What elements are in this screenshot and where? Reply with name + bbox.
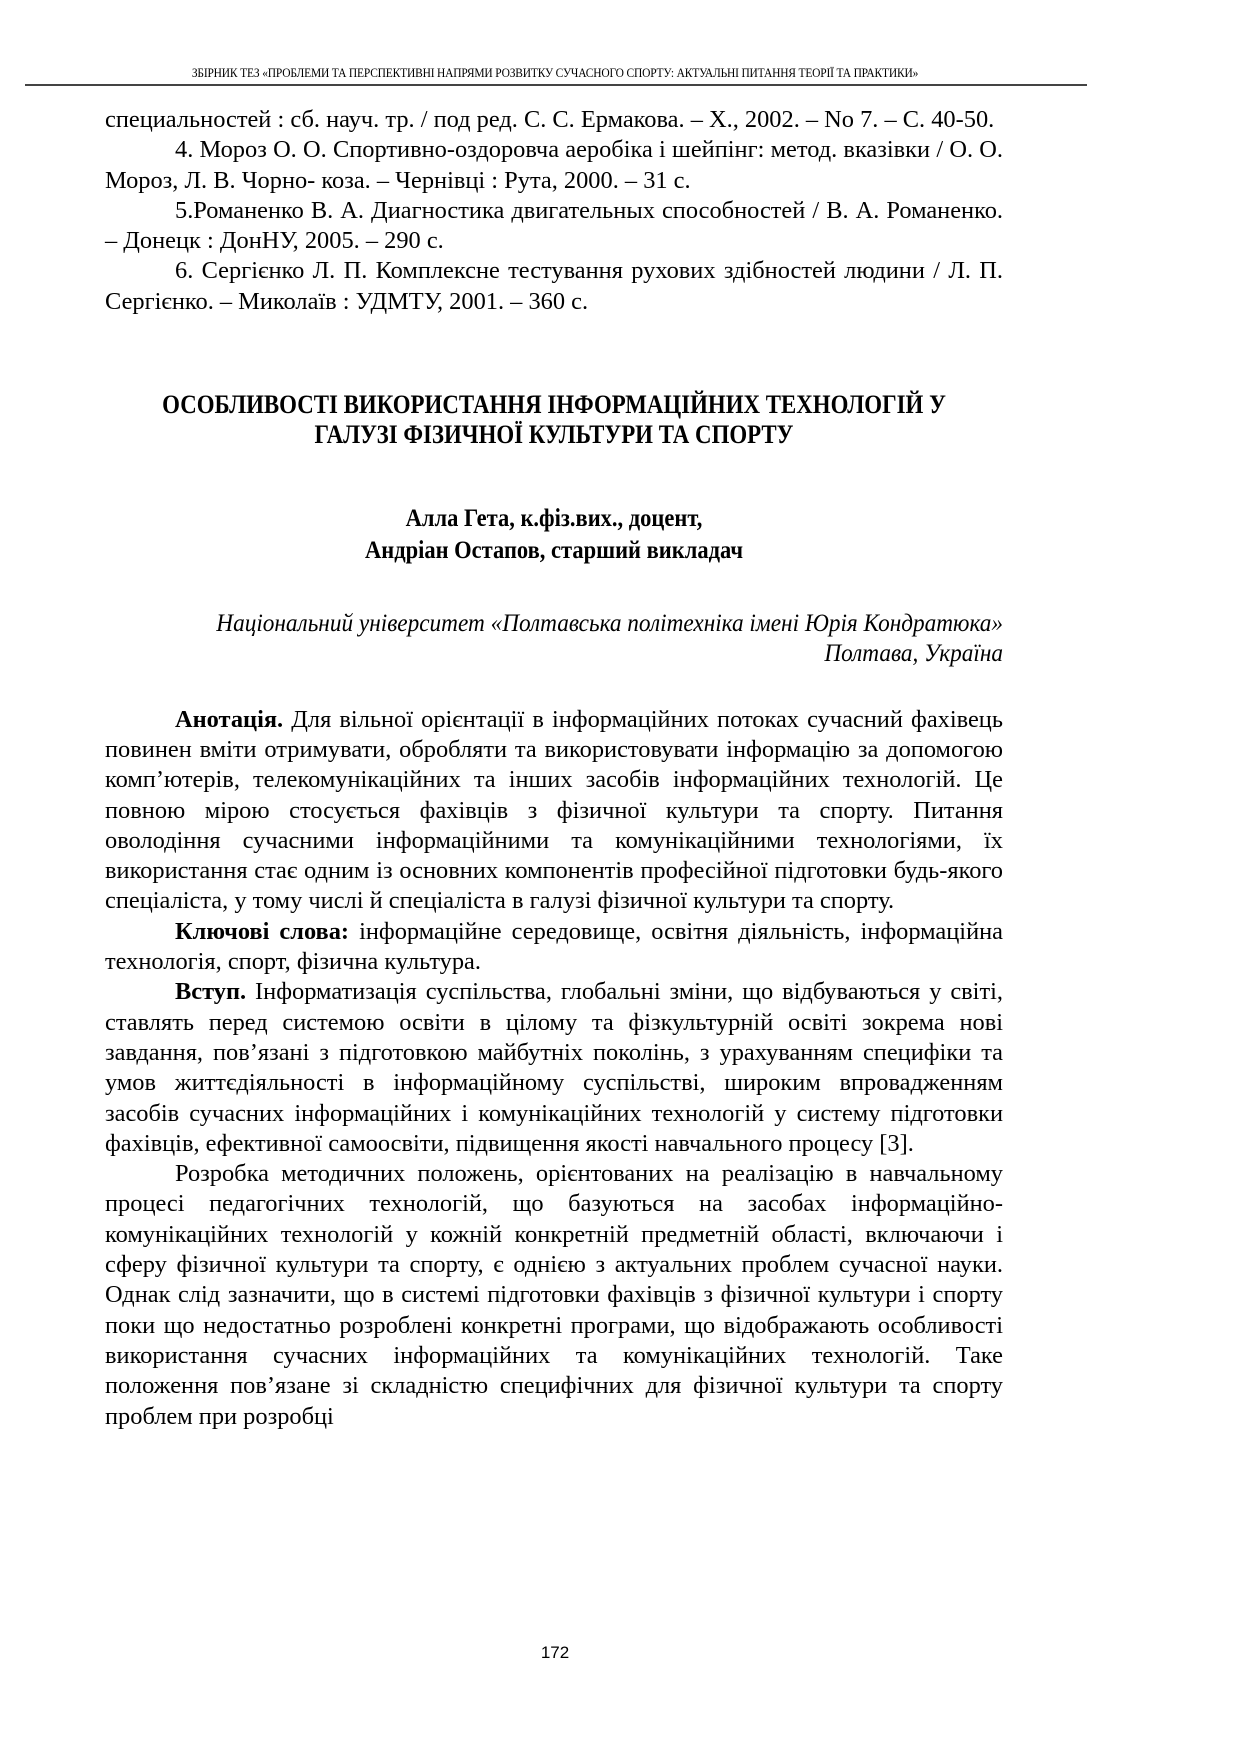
- article-body: [105, 705, 1003, 1432]
- reference-item: 6. Сергієнко Л. П. Комплексне тестування рухових здібностей людини / Л. П. Сергієнко. – Миколаїв : УДМТУ, 2001. – 360 с.: [105, 257, 1003, 315]
- author-line: Андріан Остапов, старший викладач: [364, 536, 744, 564]
- article-title-line: ОСОБЛИВОСТІ ВИКОРИСТАННЯ ІНФОРМАЦІЙНИХ ТЕХНОЛОГІЙ У: [162, 390, 946, 420]
- reference-item: 5.Романенко В. А. Диагностика двигательных способностей / В. А. Романенко. – Донецк : ДонНУ, 2005. – 290 с.: [105, 196, 1003, 255]
- page-content: [105, 105, 1003, 1432]
- intro-text: Інформатизація суспільства, глобальні зміни, що відбуваються у світі, ставлять перед системою освіти в цілому та фізкультурній освіті зокрема нові завдання, пов’язані з підготовкою майбутніх поколінь, з урахуванням специфіки та умов життєдіяльності в інформаційному суспільстві, широким впровадженням засобів сучасних інформаційних і комунікаційних технологій у систему підготовки фахівців, ефективної самоосвіти, підвищення якості навчального процесу [3].: [105, 978, 1003, 1157]
- header-divider: [25, 84, 1087, 86]
- keywords-paragraph: [105, 917, 1003, 978]
- body-paragraph: Розробка методичних положень, орієнтованих на реалізацію в навчальному процесі педагогічних технологій, що базуються на засобах інформаційно-комунікаційних технологій у кожній конкретній предметній області, включаючи і сферу фізичної культури та спорту, є однією з актуальних проблем сучасної науки. Однак слід зазначити, що в системі підготовки фахівців з фізичної культури і спорту поки що недостатньо розроблені конкретні програми, що відображають особливості використання сучасних інформаційних та комунікаційних технологій. Таке положення пов’язане зі складністю специфічних для фізичної культури та спорту проблем при розробці: [105, 1160, 1003, 1430]
- keywords-label: Ключові слова:: [175, 917, 350, 945]
- reference-continuation: специальностей : сб. науч. тр. / под ред. С. С. Ермакова. – Х., 2002. – No 7. – С. 40-50.: [105, 106, 995, 133]
- reference-item: 4. Мороз О. О. Спортивно-оздоровча аеробіка і шейпінг: метод. вказівки / О. О. Мороз, Л. В. Чорно- коза. – Чернівці : Рута, 2000. – 31 с.: [105, 136, 1003, 194]
- article-title: [159, 390, 949, 451]
- intro-paragraph: [105, 977, 1003, 1159]
- author-line: Алла Гета, к.фіз.вих., доцент,: [405, 504, 703, 532]
- affiliation: [168, 609, 1003, 669]
- intro-label: Вступ.: [175, 978, 247, 1006]
- page-number: 172: [540, 1643, 570, 1662]
- article-authors: [150, 503, 958, 567]
- abstract-label: Анотація.: [175, 705, 284, 733]
- keywords-text: інформаційне середовище, освітня діяльність, інформаційна технологія, спорт, фізична культура.: [105, 917, 1003, 976]
- affiliation-institution: Національний університет «Полтавська політехніка імені Юрія Кондратюка»: [216, 609, 1004, 637]
- abstract-paragraph: [105, 705, 1003, 917]
- abstract-text: Для вільної орієнтації в інформаційних потоках сучасний фахівець повинен вміти отримувати, обробляти та використовувати інформацію за допомогою комп’ютерів, телекомунікаційних та інших засобів інформаційних технологій. Це повною мірою стосується фахівців з фізичної культури та спорту. Питання оволодіння сучасними інформаційними та комунікаційними технологіями, їх використання стає одним із основних компонентів професійної підготовки будь-якого спеціаліста, у тому числі й спеціаліста в галузі фізичної культури та спорту.: [105, 705, 1003, 915]
- affiliation-location: Полтава, Україна: [824, 639, 1003, 667]
- running-header: ЗБІРНИК ТЕЗ «ПРОБЛЕМИ ТА ПЕРСПЕКТИВНІ НАПРЯМИ РОЗВИТКУ СУЧАСНОГО СПОРТУ: АКТУАЛЬНІ ПИТАННЯ ТЕОРІЇ ТА ПРАКТИКИ»: [191, 66, 919, 80]
- article-title-line: ГАЛУЗІ ФІЗИЧНОЇ КУЛЬТУРИ ТА СПОРТУ: [314, 420, 794, 450]
